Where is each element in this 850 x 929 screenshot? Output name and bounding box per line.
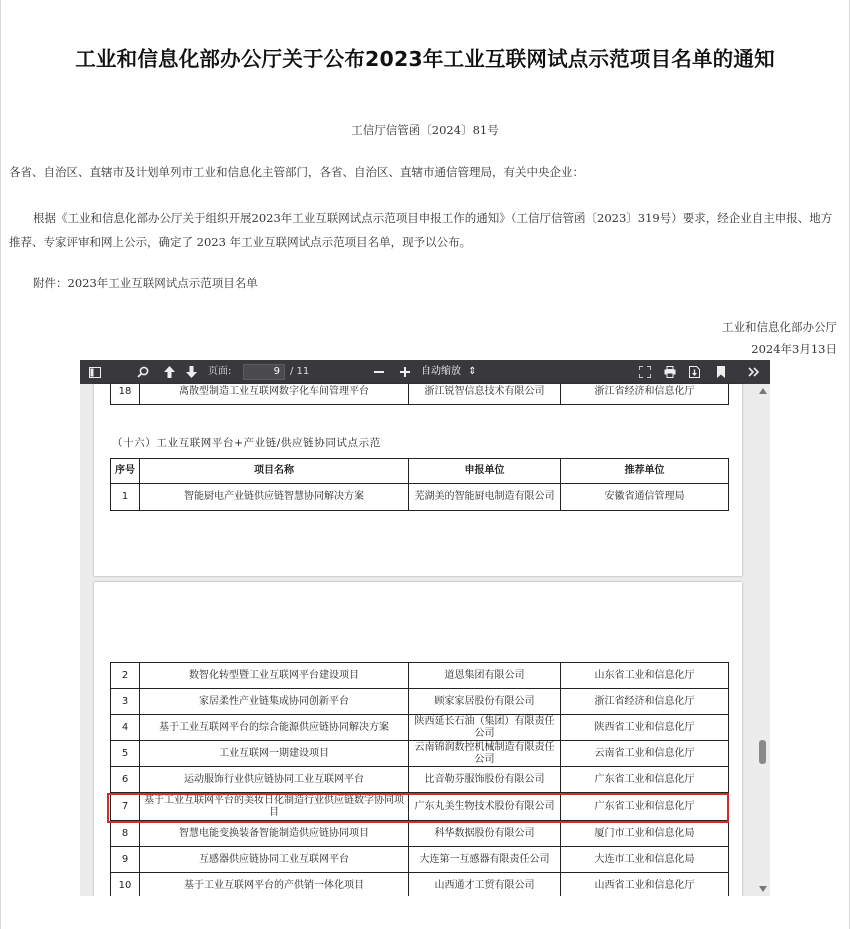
table-cell: 芜湖美的智能厨电制造有限公司 <box>409 484 561 511</box>
table-cell: 7 <box>111 793 140 821</box>
table-cell: 厦门市工业和信息化局 <box>561 821 729 847</box>
table-cell: 离散型制造工业互联网数字化车间管理平台 <box>140 384 409 405</box>
pdf-page <box>94 582 742 896</box>
plus-icon[interactable] <box>396 360 414 384</box>
table-cell: 陕西省工业和信息化厅 <box>561 715 729 741</box>
page-number-input[interactable]: 9 <box>243 364 285 380</box>
table-header-row <box>111 459 729 484</box>
table-cell: 家居柔性产业链集成协同创新平台 <box>140 689 409 715</box>
column-header: 序号 <box>111 459 140 484</box>
document-number: 工信厅信管函〔2024〕81号 <box>351 123 499 137</box>
table-cell: 运动服饰行业供应链协同工业互联网平台 <box>140 767 409 793</box>
scroll-up-icon[interactable] <box>759 388 767 394</box>
zoom-select[interactable] <box>418 364 480 380</box>
pdf-page <box>94 384 742 576</box>
search-icon[interactable] <box>134 360 152 384</box>
page-total: / 11 <box>290 366 310 377</box>
table-cell: 大连第一互感器有限责任公司 <box>409 847 561 873</box>
table-cell: 2 <box>111 663 140 689</box>
pdf-viewer <box>80 360 770 896</box>
table-cell: 顾家家居股份有限公司 <box>409 689 561 715</box>
scroll-down-icon[interactable] <box>759 886 767 892</box>
table-row <box>111 689 729 715</box>
notice-title: 工业和信息化部办公厅关于公布2023年工业互联网试点示范项目名单的通知 <box>75 47 775 71</box>
table-row <box>111 663 729 689</box>
table-cell: 广东丸美生物技术股份有限公司 <box>409 793 561 821</box>
table-row <box>111 793 729 821</box>
table-row <box>111 847 729 873</box>
table-cell: 广东省工业和信息化厅 <box>561 793 729 821</box>
table-cell: 3 <box>111 689 140 715</box>
page-label: 页面: <box>208 366 232 377</box>
table-cell: 比音勒芬服饰股份有限公司 <box>409 767 561 793</box>
table-row <box>111 767 729 793</box>
column-header: 申报单位 <box>409 459 561 484</box>
table-cell: 浙江省经济和信息化厅 <box>561 689 729 715</box>
chevron-updown-icon: ⇕ <box>468 366 477 377</box>
table-cell: 基于工业互联网平台的综合能源供应链协同解决方案 <box>140 715 409 741</box>
table-cell: 陕西延长石油（集团）有限责任公司 <box>409 715 561 741</box>
vertical-scrollbar[interactable] <box>756 384 770 896</box>
project-table-continued <box>110 662 729 896</box>
arrow-up-icon[interactable] <box>160 360 178 384</box>
table-cell: 智能厨电产业链供应链智慧协同解决方案 <box>140 484 409 511</box>
table-cell: 5 <box>111 741 140 767</box>
table-cell: 数智化转型暨工业互联网平台建设项目 <box>140 663 409 689</box>
table-cell: 工业互联网一期建设项目 <box>140 741 409 767</box>
pdf-toolbar <box>80 360 770 384</box>
body-paragraph: 根据《工业和信息化部办公厅关于组织开展2023年工业互联网试点示范项目申报工作的通知》（工信厅信管函〔2023〕319号）要求，经企业自主申报、地方推荐、专家评审和网上公示，确定了 2023 年工业互联网试点示范项目名单，现予以公布。 <box>9 211 833 249</box>
project-table <box>110 458 729 511</box>
column-header: 项目名称 <box>140 459 409 484</box>
previous-section-table <box>110 384 729 405</box>
table-row <box>111 873 729 897</box>
table-cell: 云南锦润数控机械制造有限责任公司 <box>409 741 561 767</box>
table-cell: 科华数据股份有限公司 <box>409 821 561 847</box>
table-cell: 广东省工业和信息化厅 <box>561 767 729 793</box>
scrollbar-thumb[interactable] <box>759 740 766 764</box>
table-row <box>111 484 729 511</box>
signature-organization: 工业和信息化部办公厅 <box>722 320 837 334</box>
table-cell: 山西通才工贸有限公司 <box>409 873 561 897</box>
table-cell: 互感器供应链协同工业互联网平台 <box>140 847 409 873</box>
table-cell: 10 <box>111 873 140 897</box>
table-cell: 6 <box>111 767 140 793</box>
download-icon[interactable] <box>685 360 703 384</box>
table-cell: 1 <box>111 484 140 511</box>
arrow-down-icon[interactable] <box>182 360 200 384</box>
table-cell: 基于工业互联网平台的美妆日化制造行业供应链数字协同项目 <box>140 793 409 821</box>
section-heading: （十六）工业互联网平台+产业链/供应链协同试点示范 <box>112 437 381 449</box>
column-header: 推荐单位 <box>561 459 729 484</box>
table-row <box>111 715 729 741</box>
table-cell: 浙江省经济和信息化厅 <box>561 384 729 405</box>
fullscreen-icon[interactable] <box>636 360 654 384</box>
addressee-paragraph: 各省、自治区、直辖市及计划单列市工业和信息化主管部门，各省、自治区、直辖市通信管理局，有关中央企业： <box>9 165 584 179</box>
signature-date: 2024年3月13日 <box>751 342 837 356</box>
table-row <box>111 384 729 405</box>
table-cell: 18 <box>111 384 140 405</box>
attachment-line: 附件：2023年工业互联网试点示范项目名单 <box>33 276 258 290</box>
table-cell: 浙江锐智信息技术有限公司 <box>409 384 561 405</box>
more-tools-icon[interactable] <box>744 360 764 384</box>
table-cell: 基于工业互联网平台的产供销一体化项目 <box>140 873 409 897</box>
table-cell: 道恩集团有限公司 <box>409 663 561 689</box>
table-cell: 8 <box>111 821 140 847</box>
table-cell: 山西省工业和信息化厅 <box>561 873 729 897</box>
table-cell: 云南省工业和信息化厅 <box>561 741 729 767</box>
minus-icon[interactable] <box>370 360 388 384</box>
table-cell: 9 <box>111 847 140 873</box>
table-row <box>111 741 729 767</box>
table-cell: 智慧电能变换装备智能制造供应链协同项目 <box>140 821 409 847</box>
print-icon[interactable] <box>661 360 679 384</box>
table-cell: 4 <box>111 715 140 741</box>
table-cell: 安徽省通信管理局 <box>561 484 729 511</box>
table-cell: 大连市工业和信息化局 <box>561 847 729 873</box>
bookmark-icon[interactable] <box>712 360 730 384</box>
zoom-value: 自动缩放 <box>421 366 461 377</box>
table-row <box>111 821 729 847</box>
table-cell: 山东省工业和信息化厅 <box>561 663 729 689</box>
sidebar-toggle-icon[interactable] <box>86 360 104 384</box>
